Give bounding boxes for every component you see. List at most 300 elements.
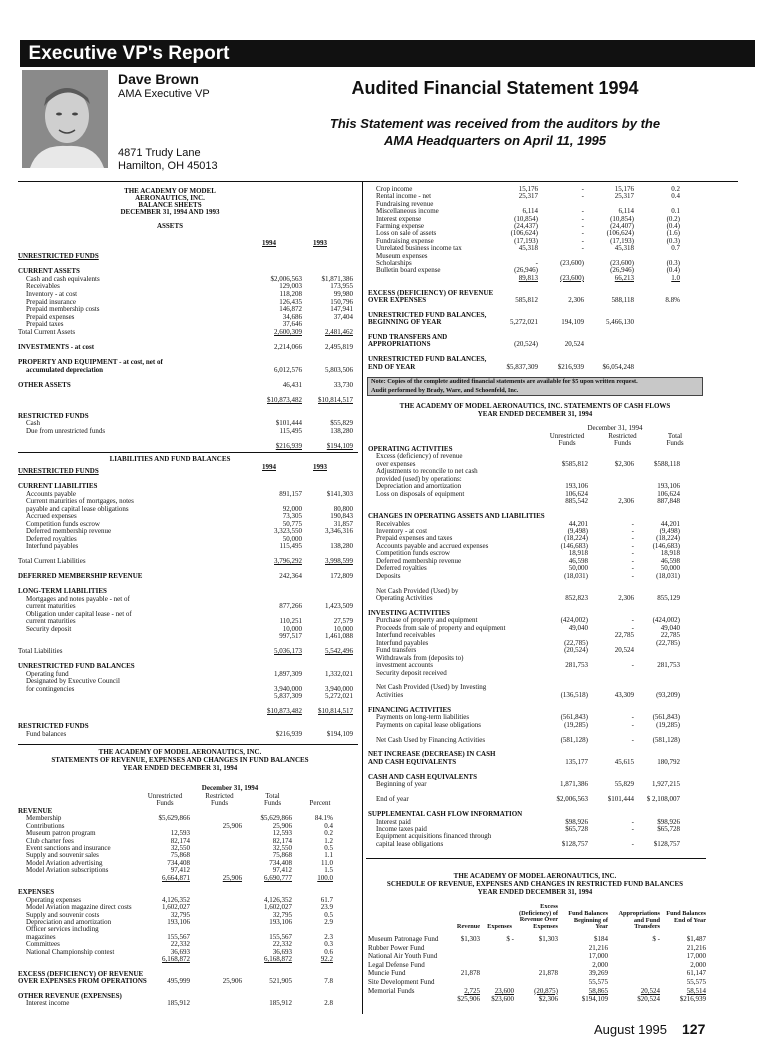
rc-cell: END OF YEAR: [368, 362, 416, 371]
rev-cell: 82,174: [272, 836, 292, 845]
rf-cell: 17,000: [686, 952, 706, 961]
rf-cell: 17,000: [588, 952, 608, 961]
bs-row: [18, 343, 353, 352]
cf-cell: $98,926: [657, 817, 680, 826]
cf-cell: capital lease obligations: [376, 839, 444, 848]
statement-subtitle-1: This Statement was received from the auditors by the: [329, 116, 661, 131]
rev-cell: 1.5: [324, 866, 333, 875]
rule-cf: [366, 858, 706, 859]
cf-cell: Net Cash Provided (Used) by Investing: [376, 683, 487, 692]
rc-cell: 20,524: [564, 340, 584, 349]
rc-cell: 25,317: [614, 192, 634, 201]
bs-cell: 147,941: [330, 305, 353, 314]
rev-col-unrestricted-2: Funds: [156, 799, 174, 807]
rc-cell: (20,524): [514, 340, 538, 349]
lfb-cell: 242,364: [279, 572, 302, 580]
rc-cell: -: [581, 244, 584, 253]
cf-cell: Competition funds escrow: [376, 549, 450, 558]
rf-cell: $1,303: [460, 935, 480, 943]
author-photo: [22, 70, 108, 168]
cf-cell: $ 2,108,007: [646, 795, 680, 804]
rev-cell: Model Aviation subscriptions: [26, 866, 109, 875]
rc-cell: -: [581, 207, 584, 216]
lfb-cell: Operating fund: [26, 669, 69, 678]
lfb-cell: Fund balances: [26, 729, 67, 738]
cf-cell: 106,624: [657, 489, 680, 498]
cf-col-restricted-2: Funds: [613, 439, 632, 447]
cf-cell: 18,918: [660, 549, 680, 558]
rc-cell: (10,854): [514, 214, 538, 223]
rf-cell: Site Development Fund: [368, 978, 435, 986]
rc-cell: UNRESTRICTED FUND BALANCES,: [368, 355, 487, 364]
bs-title-2: AERONAUTICS, INC.: [135, 194, 205, 202]
bs-assets-heading: ASSETS: [156, 222, 184, 230]
rf-cell: 21,878: [460, 969, 480, 978]
rc-cell: -: [581, 214, 584, 223]
rev-col-total: Total: [265, 792, 280, 800]
cf-cell: -: [631, 623, 634, 632]
lfb-row: [18, 468, 333, 476]
cf-cell: (136,518): [560, 690, 588, 699]
cf-cell: -: [631, 839, 634, 848]
lfb-row: [18, 542, 353, 551]
rf-cell: 2,000: [690, 960, 706, 969]
rc-cell: 5,272,021: [510, 318, 538, 327]
rev-cell: 84.1%: [314, 814, 333, 823]
cf-cell: 44,201: [568, 519, 588, 528]
lfb-cell: Accrued expenses: [26, 512, 77, 520]
report-banner: Executive VP's Report: [20, 40, 238, 67]
lfb-cell: 5,542,496: [325, 647, 353, 655]
column-divider: [362, 182, 363, 1014]
cf-cell: investment accounts: [376, 661, 433, 670]
cf-cell: SUPPLEMENTAL CASH FLOW INFORMATION: [368, 810, 523, 819]
address-line-1: 4871 Trudy Lane: [118, 147, 201, 159]
rev-cell: 6,168,872: [264, 955, 292, 963]
lfb-cell: 50,000: [282, 534, 302, 543]
cf-cell: -: [631, 720, 634, 729]
lfb-title: LIABILITIES AND FUND BALANCES: [109, 455, 231, 463]
cf-row: [368, 722, 682, 730]
bs-cell: INVESTMENTS - at cost: [18, 343, 95, 352]
rf-row: [368, 979, 706, 987]
cf-cell: $128,757: [561, 839, 588, 848]
cf-cell: NET INCREASE (DECREASE) IN CASH: [368, 750, 496, 759]
rev-cell: Committees: [26, 940, 60, 949]
lfb-row: [18, 572, 353, 581]
cf-cell: 20,524: [614, 646, 634, 655]
lfb-cell: $141,303: [326, 489, 353, 498]
rf-cell: $1,303: [538, 935, 558, 943]
rev-cell: 75,868: [272, 851, 292, 860]
rf-headers: [368, 898, 706, 932]
cf-cell: $65,728: [565, 824, 588, 833]
rev-cell: 11.0: [321, 858, 333, 867]
cf-cell: -: [631, 541, 634, 550]
cf-cell: 22,785: [660, 631, 680, 640]
rf-cell: $194,109: [581, 995, 608, 1004]
bs-cell: $216,939: [275, 442, 302, 450]
bs-year-1: 1994: [262, 239, 276, 247]
rev-cell: 61.7: [320, 895, 333, 904]
lfb-cell: 5,036,173: [274, 647, 302, 655]
bs-cell: Total Current Assets: [18, 328, 76, 336]
rc-cell: 15,176: [614, 185, 634, 193]
cf-cell: 46,598: [660, 556, 680, 565]
lfb-cell: for contingencies: [26, 684, 75, 693]
cf-cell: 18,918: [568, 549, 588, 558]
rev-cell: 12,593: [170, 829, 190, 838]
bs-cell: 173,955: [330, 282, 353, 291]
cf-cell: INVESTING ACTIVITIES: [368, 608, 450, 617]
rc-cell: 0.1: [671, 207, 680, 216]
rev-cell: 6,690,777: [264, 873, 292, 882]
cf-cell: provided (used) by operations:: [376, 474, 462, 483]
lfb-cell: Designated by Executive Council: [26, 677, 120, 685]
cf-cell: 22,785: [614, 631, 634, 640]
rc-cell: (0.4): [666, 222, 680, 230]
cf-cell: Withdrawals from (deposits to): [376, 653, 464, 662]
rf-cell: $20,524: [637, 995, 660, 1004]
lfb-cell: 1,423,509: [325, 602, 353, 610]
cf-cell: 46,598: [568, 556, 588, 565]
rc-cell: 1.0: [671, 273, 680, 282]
rc-cell: FUND TRANSFERS AND: [368, 333, 448, 341]
lfb-cell: $194,109: [326, 729, 353, 738]
cf-cell: (22,785): [564, 638, 588, 647]
lfb-cell: 891,157: [279, 489, 302, 498]
rev-cell: 97,412: [170, 866, 190, 875]
cf-cell: Deferred membership revenue: [376, 556, 462, 565]
rc-cell: -: [535, 259, 538, 267]
cf-cell: -: [631, 713, 634, 722]
rev-cell: 25,906: [222, 873, 242, 882]
cf-row: [368, 453, 682, 461]
rc-cell: Farming expense: [376, 222, 425, 230]
lfb-row: [18, 707, 353, 716]
rev-cell: $5,629,866: [260, 814, 292, 823]
cf-cell: (146,683): [652, 541, 680, 550]
cf-cell: 855,129: [657, 594, 680, 602]
rev-cell: 23.9: [320, 903, 333, 912]
rev-cell: $5,629,866: [158, 814, 190, 823]
rc-cell: Unrelated business income tax: [376, 244, 462, 253]
cf-cell: Fund transfers: [376, 646, 417, 655]
rev-cell: 155,567: [269, 932, 292, 941]
cf-cell: 1,871,386: [560, 780, 588, 789]
cf-cell: (19,285): [564, 720, 588, 729]
lfb-cell: LONG-TERM LIABILITIES: [18, 587, 107, 595]
cf-cell: 50,000: [660, 564, 680, 573]
rc-cell: Fundraising expense: [376, 236, 434, 245]
cf-cell: $98,926: [565, 817, 588, 826]
rc-cell: Museum expenses: [376, 251, 428, 260]
rf-row: [368, 936, 706, 944]
rev-cell: Model Aviation advertising: [26, 858, 103, 867]
bs-row: [18, 328, 353, 337]
cf-cell: Proceeds from sale of property and equipment: [376, 623, 506, 632]
rc-cell: 89,813: [518, 273, 538, 282]
bs-cell: CURRENT ASSETS: [18, 267, 80, 276]
revenue-continued: [368, 186, 680, 372]
cf-cell: (581,128): [560, 735, 588, 744]
rev-cell: 25,906: [222, 821, 242, 830]
bs-cell: Receivables: [26, 282, 60, 291]
rev-cell: 4,126,352: [264, 895, 292, 904]
bs-cell: $55,829: [330, 419, 353, 428]
rc-cell: 45,318: [614, 244, 634, 253]
cf-cell: Inventory - at cost: [376, 526, 428, 535]
rc-cell: (24,407): [610, 222, 634, 230]
rev-header-date: December 31, 1994: [201, 784, 259, 792]
rc-cell: (106,624): [510, 229, 538, 238]
rf-row: [368, 970, 706, 978]
rc-cell: 6,114: [522, 207, 538, 216]
lfb-cell: 92,000: [282, 504, 302, 513]
cf-col-unrestricted: Unrestricted: [549, 432, 585, 440]
lfb-cell: Obligation under capital lease - net of: [26, 609, 132, 618]
bs-cell: 2,600,309: [274, 328, 302, 336]
cf-cell: -: [631, 817, 634, 826]
rc-cell: OVER EXPENSES: [368, 296, 427, 304]
rev-cell: 2.3: [324, 932, 333, 941]
cf-cell: Purchase of property and equipment: [376, 616, 478, 625]
rev-cell: OVER EXPENSES FROM OPERATIONS: [18, 977, 147, 986]
rf-row: [368, 996, 706, 1004]
bs-row: [18, 381, 353, 390]
cf-cell: 1,927,215: [652, 780, 680, 789]
lfb-cell: 73,305: [282, 512, 302, 520]
cf-cell: (581,128): [652, 735, 680, 744]
rf-cell: $1,487: [686, 935, 706, 943]
bs-cell: Cash: [26, 419, 40, 428]
bs-cell: 34,686: [282, 312, 302, 321]
cf-cell: $2,306: [614, 459, 634, 468]
rc-cell: (10,854): [610, 214, 634, 223]
rc-cell: (23,600): [610, 259, 634, 267]
cf-cell: Interest paid: [376, 817, 411, 826]
rc-cell: APPROPRIATIONS: [368, 340, 431, 349]
lfb-cell: Deferred royalties: [26, 534, 77, 543]
audit-note-line-1: Note: Copies of the complete audited financial statements are available for $5 upon written request.: [371, 378, 638, 385]
bs-row: [18, 253, 333, 261]
cf-row: [368, 573, 682, 581]
lfb-cell: 3,323,550: [274, 527, 302, 535]
rev-cell: EXCESS (DEFICIENCY) OF REVENUE: [18, 969, 144, 978]
rev-cell: 32,795: [272, 910, 292, 919]
cf-cell: 135,177: [565, 757, 588, 766]
rf-title-3: YEAR ENDED DECEMBER 31, 1994: [477, 888, 593, 896]
bs-cell: 37,646: [282, 320, 302, 329]
rev-cell: 75,868: [170, 851, 190, 860]
rf-cell: (20,875): [534, 986, 558, 995]
lfb-cell: RESTRICTED FUNDS: [18, 722, 89, 730]
cf-cell: 180,792: [657, 757, 680, 766]
rf-cell: Museum Patronage Fund: [368, 935, 439, 943]
lfb-cell: Total Liabilities: [18, 647, 63, 655]
rev-cell: 2.9: [324, 918, 333, 926]
cf-cell: -: [631, 616, 634, 625]
cf-row: [368, 796, 682, 804]
cf-cell: 49,040: [568, 623, 588, 632]
rev-cell: 0.5: [324, 844, 333, 852]
rf-cell: 61,147: [686, 969, 706, 978]
rc-cell: 0.2: [671, 185, 680, 193]
rev-cell: 6,664,871: [162, 873, 190, 882]
lfb-cell: Current maturities of mortgages, notes: [26, 497, 134, 505]
rc-cell: 15,176: [518, 185, 538, 193]
rev-cell: 92.2: [320, 955, 333, 963]
cf-cell: CASH AND CASH EQUIVALENTS: [368, 772, 477, 781]
cf-cell: $585,812: [561, 459, 588, 468]
rc-cell: UNRESTRICTED FUND BALANCES,: [368, 310, 487, 319]
cf-cell: Equipment acquisitions financed through: [376, 832, 492, 841]
lfb-row: [18, 729, 353, 739]
rev-cell: 32,795: [170, 910, 190, 919]
lfb-cell: UNRESTRICTED FUND BALANCES: [18, 662, 135, 670]
lfb-cell: 3,796,292: [274, 557, 302, 565]
bs-cell: $194,109: [326, 442, 353, 450]
bs-cell: Prepaid insurance: [26, 297, 76, 306]
bs-cell: 33,730: [333, 381, 353, 390]
lfb-cell: Deferred membership revenue: [26, 527, 112, 535]
cf-cell: -: [631, 571, 634, 580]
rc-cell: 0.7: [671, 244, 680, 253]
rc-cell: 2,306: [568, 296, 584, 304]
bs-cell: 129,003: [279, 282, 302, 291]
cf-cell: $2,006,563: [556, 795, 588, 804]
rev-cell: OTHER REVENUE (EXPENSES): [18, 992, 122, 1000]
cf-cell: $588,118: [654, 459, 680, 468]
rev-cell: 100.0: [317, 873, 333, 882]
rc-cell: $6,054,248: [602, 362, 634, 371]
restricted-funds-schedule: [368, 936, 706, 1010]
cf-cell: Activities: [376, 690, 404, 699]
cf-cell: $128,757: [653, 839, 680, 848]
lfb-cell: 50,775: [282, 519, 302, 528]
bs-cell: 99,980: [333, 290, 353, 298]
rf-h-beginning: Fund Balances Beginning of Year: [568, 910, 608, 930]
rev-cell: 25,906: [222, 977, 242, 986]
bs-cell: 138,280: [330, 426, 353, 435]
lfb-cell: Interfund payables: [26, 542, 79, 550]
lfb-cell: 3,940,000: [325, 684, 353, 693]
cf-cell: 49,040: [660, 623, 680, 632]
cf-cell: 281,753: [657, 661, 680, 670]
rev-cell: 1.2: [324, 836, 333, 845]
rf-cell: 2,725: [464, 986, 480, 995]
bs-title-4: DECEMBER 31, 1994 AND 1993: [120, 208, 220, 216]
rc-cell: (106,624): [606, 229, 634, 238]
cf-cell: (424,002): [560, 616, 588, 625]
lfb-row: [18, 557, 353, 566]
rev-cell: Contributions: [26, 821, 65, 830]
lfb-cell: 1,461,088: [325, 632, 353, 640]
cf-cell: 44,201: [660, 519, 680, 528]
cf-cell: (9,498): [567, 526, 588, 535]
cf-cell: (18,031): [564, 571, 588, 580]
rev-cell: 734,408: [269, 858, 292, 867]
rev-cell: 1.1: [324, 851, 333, 860]
rf-cell: 39,269: [588, 969, 608, 978]
rf-cell: 21,878: [538, 969, 558, 978]
cf-cell: $65,728: [657, 824, 680, 833]
cf-cell: End of year: [376, 795, 409, 804]
rf-cell: $ -: [652, 935, 660, 943]
rev-cell: Club charter fees: [26, 836, 74, 845]
lfb-cell: 190,843: [330, 512, 353, 520]
cf-cell: Net Cash Used by Financing Activities: [376, 735, 486, 744]
cf-cell: (20,524): [564, 646, 588, 655]
rc-cell: (0.3): [666, 259, 680, 267]
rev-cell: Operating expenses: [26, 895, 82, 904]
cf-cell: 43,309: [614, 690, 634, 699]
rf-cell: $216,939: [679, 995, 706, 1004]
cf-cell: 2,306: [618, 594, 634, 602]
cf-cell: -: [631, 661, 634, 670]
bs-cell: 115,495: [279, 426, 302, 435]
cf-cell: (561,843): [652, 713, 680, 722]
cf-cell: Interfund payables: [376, 638, 429, 647]
bs-cell: accumulated depreciation: [26, 366, 104, 374]
rc-cell: Bulletin board expense: [376, 266, 441, 275]
bs-cell: Prepaid taxes: [26, 320, 64, 329]
author-name: Dave Brown: [118, 71, 199, 87]
rf-row: [368, 962, 706, 970]
cf-row: [368, 565, 682, 573]
cf-cell: 193,106: [657, 482, 680, 491]
rc-row: [368, 364, 680, 372]
bs-row: [18, 366, 353, 375]
cf-cell: -: [631, 549, 634, 558]
cf-cell: 106,624: [565, 489, 588, 498]
cf-cell: (18,031): [656, 571, 680, 580]
rule-lfb: [18, 744, 358, 745]
statement-subtitle-2: AMA Headquarters on April 11, 1995: [383, 133, 607, 148]
lfb-cell: 3,940,000: [274, 684, 302, 693]
bs-cell: Prepaid expenses: [26, 312, 75, 321]
bs-title-3: BALANCE SHEETS: [138, 201, 202, 209]
bs-cell: 5,803,506: [325, 366, 353, 374]
bs-row: [18, 426, 353, 436]
lfb-cell: 5,272,021: [325, 692, 353, 700]
cf-cell: Net Cash Provided (Used) by: [376, 586, 459, 595]
lfb-year-1: 1994: [262, 463, 276, 471]
rf-cell: 21,216: [588, 943, 608, 952]
lfb-cell: Mortgages and notes payable - net of: [26, 594, 130, 603]
statement-title: Audited Financial Statement 1994: [351, 78, 639, 98]
cf-cell: (18,224): [564, 534, 588, 543]
lfb-cell: $10,814,517: [318, 707, 353, 715]
top-rule: [18, 181, 738, 182]
rc-cell: 5,466,130: [606, 318, 634, 327]
cf-cell: (19,285): [656, 720, 680, 729]
lfb-cell: 115,495: [279, 542, 302, 550]
cf-col-total: Total: [667, 432, 683, 440]
rf-cell: Rubber Power Fund: [368, 943, 425, 952]
lfb-cell: 80,800: [333, 504, 353, 513]
rev-cell: 185,912: [167, 999, 190, 1008]
rf-h-appropriations: Appropriations and Fund Transfers: [618, 910, 660, 930]
rc-cell: (17,193): [610, 236, 634, 245]
bs-cell: Prepaid membership costs: [26, 305, 100, 314]
lfb-cell: $216,939: [275, 729, 302, 738]
rf-row: [368, 988, 706, 996]
cf-cell: Operating Activities: [376, 594, 433, 602]
rev-cell: 734,408: [167, 858, 190, 867]
cf-cell: $101,444: [607, 795, 634, 804]
rf-cell: $ -: [506, 935, 514, 943]
